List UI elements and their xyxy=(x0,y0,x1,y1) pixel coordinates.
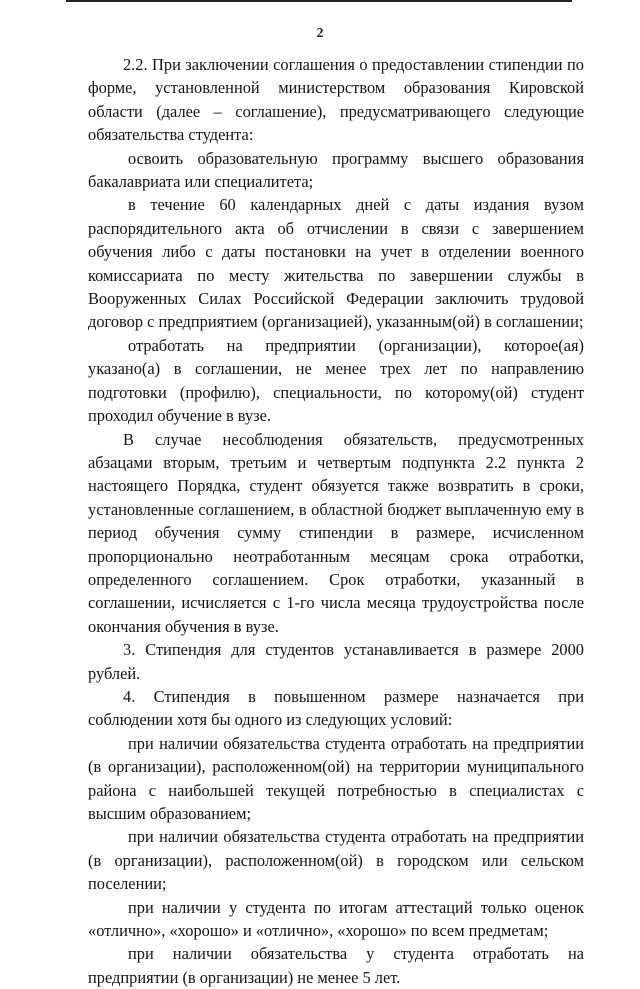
condition-five-years: при наличии обязательства у студента отработать на предприятии (в организации) не менее 5 лет. xyxy=(88,944,584,987)
paragraph-3-amount: 3. Стипендия для студентов устанавливается в размере 2000 рублей. xyxy=(88,640,584,683)
page-number: 2 xyxy=(316,26,324,41)
top-scan-line xyxy=(66,0,572,2)
document-body xyxy=(88,53,584,989)
condition-grades: при наличии у студента по итогам аттестаций только оценок «отлично», «хорошо» и «отлично», «хорошо» по всем предметам; xyxy=(88,897,584,941)
paragraph-obligation-contract: в течение 60 календарных дней с даты издания вузом распорядительного акта об отчислении в связи с завершением обучения либо с даты постановки на учет в отделении военного комиссариата по месту жительства по завершении службы в Вооруженных Силах Российской Федерации заключить трудовой договор с предприятием (организацией), указанным(ой) в соглашении; xyxy=(88,195,584,332)
paragraph-obligation-study: освоить образовательную программу высшего образования бакалавриата или специалитета; xyxy=(88,148,584,192)
paragraph-4-conditions: 4. Стипендия в повышенном размере назначается при соблюдении хотя бы одного из следующих условий: xyxy=(88,686,584,730)
condition-settlement: при наличии обязательства студента отработать на предприятии (в организации), расположенном(ой) в городском или сельском поселении; xyxy=(88,827,584,894)
paragraph-2-2: 2.2. При заключении соглашения о предоставлении стипендии по форме, установленной министерством образования Кировской области (далее – соглашение), предусматривающего следующие обязательства студента: xyxy=(88,55,584,145)
paragraph-obligation-work: отработать на предприятии (организации), которое(ая) указано(а) в соглашении, не менее трех лет по направлению подготовки (профилю), специальности, по которому(ой) студент проходил обучение в вузе. xyxy=(88,335,584,426)
condition-municipal-district: при наличии обязательства студента отработать на предприятии (в организации), расположенном(ой) на территории муниципального района с наибольшей текущей потребностью в специалистах с высшим образованием; xyxy=(88,733,584,823)
paragraph-noncompliance: В случае несоблюдения обязательств, предусмотренных абзацами вторым, третьим и четвертым подпункта 2.2 пункта 2 настоящего Порядка, студент обязуется также возвратить в сроки, установленные соглашением, в областной бюджет выплаченную ему в период обучения сумму стипендии в размере, исчисленном пропорционально неотработанным месяцам срока отработки, определенного соглашением. Срок отработки, указанный в соглашении, исчисляется с 1-го числа месяца трудоустройства после окончания обучения в вузе. xyxy=(88,429,584,636)
